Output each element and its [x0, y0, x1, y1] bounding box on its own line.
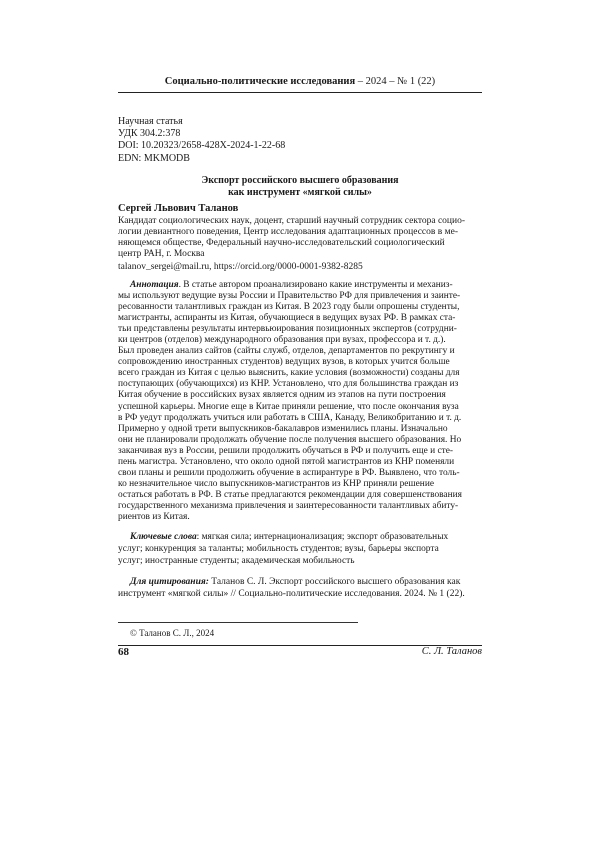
abstract-line: пень магистра. Установлено, что около одной пятой магистрантов из КНР поменяли: [118, 456, 455, 467]
affiliation-line: логии девиантного поведения, Центр исследования адаптационных процессов в ме-: [118, 227, 459, 237]
abstract-line: свои планы и решили продолжить обучение в аспирантуре в РФ. Выявлено, что толь-: [118, 467, 460, 478]
page-number: 68: [118, 646, 129, 658]
abstract-line: ко незначительное число выпускников-магистрантов из КНР приняли решение: [118, 478, 434, 489]
abstract-label: Аннотация: [130, 280, 179, 290]
edn: EDN: MKMODB: [118, 152, 190, 164]
abstract-line: мы используют ведущие вузы России и Правительство РФ для привлечения и заинте-: [118, 291, 461, 302]
abstract-line: тьи представлены результаты интервьюирования позиционных экспертов (сотрудни-: [118, 324, 457, 335]
abstract-line: в РФ уедут продолжать учиться или работать в США, Канаду, Великобританию и т. д.: [118, 412, 462, 423]
article-meta: [118, 116, 285, 165]
title-line: Экспорт российского высшего образования: [201, 175, 399, 186]
keywords-line: услуг; иностранные студенты; академическая мобильность: [118, 555, 355, 566]
abstract-line: сопровождению иностранных студентов) ведущих вузов, в которых учится больше: [118, 357, 450, 368]
abstract-line: поступающих (обучающихся) из КНР. Установлено, что для большинства граждан из: [118, 379, 459, 390]
abstract-line: заканчивая вуз в России, решили продолжить обучаться в РФ и получить еще и сте-: [118, 445, 454, 456]
author-name: Сергей Львович Таланов: [118, 203, 239, 214]
abstract-line: ки центров (отделов) международного образования при вузах, профессора и т. д.).: [118, 335, 446, 346]
running-author: С. Л. Таланов: [421, 646, 482, 657]
abstract-line: магистранты, аспиранты из Китая, обучающиеся в ведущих вузах РФ. В рамках ста-: [118, 313, 456, 324]
author-contact: talanov_sergei@mail.ru, https://orcid.org/0000-0001-9382-8285: [118, 262, 363, 272]
citation-line: инструмент «мягкой силы» // Социально-политические исследования. 2024. № 1 (22).: [118, 588, 465, 599]
abstract-line: остаться работать в РФ. В статье предлагаются рекомендации для совершенствования: [118, 489, 462, 500]
citation-line: Для цитирования: Таланов С. Л. Экспорт российского высшего образования как: [130, 577, 461, 587]
abstract-line: успешной карьеры. Многие еще в Китае приняли решение, что после окончания вуза: [118, 401, 459, 412]
abstract: [118, 280, 482, 523]
journal-issue: – 2024 – № 1 (22): [357, 76, 436, 87]
affiliation-line: няющемся обществе, Федеральный научно-исследовательский социологический: [118, 238, 445, 248]
abstract-line: ресованности талантливых граждан из Китая. В 2023 году были опрошены студенты,: [118, 302, 460, 313]
keywords: [118, 532, 482, 567]
citation: [118, 577, 482, 601]
abstract-line: государственного механизма привлечения и заинтересованности талантливых абиту-: [118, 500, 459, 511]
article-type: Научная статья: [118, 116, 183, 127]
article-title: [118, 175, 482, 198]
affiliation-line: Кандидат социологических наук, доцент, старший научный сотрудник сектора социо-: [118, 216, 466, 226]
keywords-label: Ключевые слова: [130, 532, 197, 542]
keywords-line: Ключевые слова: мягкая сила; интернационализация; экспорт образовательных: [130, 532, 449, 542]
author-affiliation: [118, 216, 482, 260]
title-line: как инструмент «мягкой силы»: [228, 186, 372, 198]
abstract-line: Был проведен анализ сайтов (сайты служб, отделов, департаментов по рекрутингу и: [118, 346, 455, 357]
abstract-line: Китая обучение в российских вузах является одним из этапов на пути построения: [118, 390, 446, 401]
copyright-footnote: © Таланов С. Л., 2024: [130, 628, 215, 638]
abstract-line: они не планировали продолжать обучение после получения высшего образования. Но: [118, 434, 462, 445]
abstract-line: риентов из Китая.: [118, 511, 190, 522]
abstract-line: всего граждан из Китая с целью выяснить, какие условия (возможности) созданы для: [118, 368, 460, 379]
journal-name: Социально-политические исследования: [164, 76, 356, 87]
citation-label: Для цитирования:: [130, 577, 209, 587]
footnote-rule: [118, 622, 358, 623]
affiliation-line: центр РАН, г. Москва: [118, 249, 205, 259]
abstract-line: Примерно у одной трети выпускников-бакалавров изменились планы. Изначально: [118, 423, 448, 434]
udc-code: УДК 304.2:378: [118, 128, 181, 140]
keywords-line: услуг; конкуренция за таланты; мобильность студентов; вузы, барьеры экспорта: [118, 543, 439, 554]
doi: DOI: 10.20323/2658-428X-2024-1-22-68: [118, 140, 286, 152]
abstract-line: Аннотация. В статье автором проанализировано какие инструменты и механиз-: [130, 280, 453, 290]
journal-header: [118, 74, 482, 93]
